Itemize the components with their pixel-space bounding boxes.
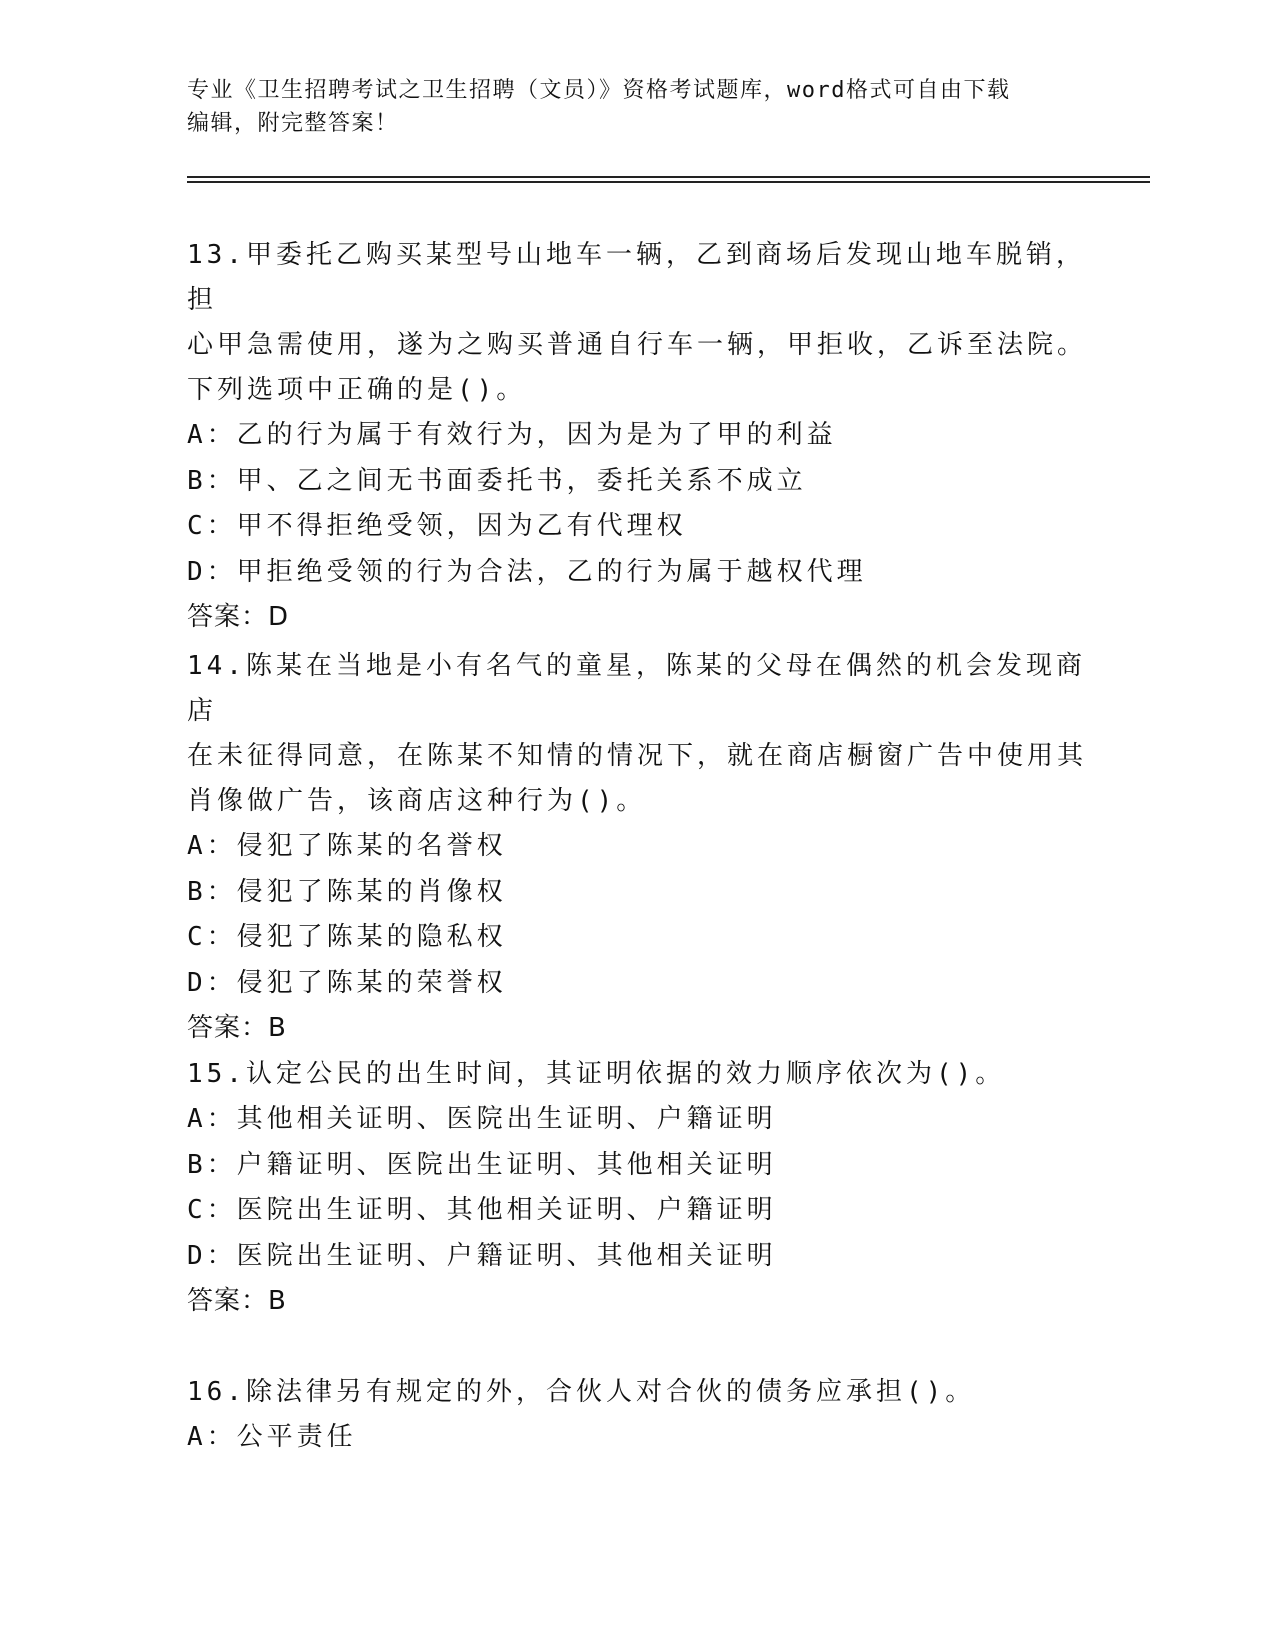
question-stem-line: 心甲急需使用，遂为之购买普通自行车一辆，甲拒收，乙诉至法院。	[187, 330, 1088, 360]
option-c: C：甲不得拒绝受领，因为乙有代理权	[187, 511, 687, 541]
header-divider-bottom	[187, 181, 1150, 183]
option-b: B：户籍证明、医院出生证明、其他相关证明	[187, 1149, 777, 1180]
option-b: B：侵犯了陈某的肖像权	[187, 876, 507, 907]
option-a: A：公平责任	[187, 1422, 357, 1452]
option-c: C：医院出生证明、其他相关证明、户籍证明	[187, 1195, 777, 1225]
header-line-1: 专业《卫生招聘考试之卫生招聘（文员）》资格考试题库，word格式可自由下载	[187, 78, 1011, 103]
question-stem-line: 14.陈某在当地是小有名气的童星，陈某的父母在偶然的机会发现商店	[187, 651, 1086, 726]
question-16	[187, 1370, 1087, 1461]
question-14	[187, 644, 1087, 1051]
option-d: D：医院出生证明、户籍证明、其他相关证明	[187, 1240, 777, 1271]
answer: 答案：B	[187, 1013, 287, 1043]
option-d: D：甲拒绝受领的行为合法，乙的行为属于越权代理	[187, 556, 867, 587]
question-15	[187, 1052, 1087, 1324]
option-a: A：其他相关证明、医院出生证明、户籍证明	[187, 1104, 777, 1134]
answer: 答案：B	[187, 1286, 287, 1316]
option-b: B：甲、乙之间无书面委托书，委托关系不成立	[187, 465, 807, 496]
option-a: A：乙的行为属于有效行为，因为是为了甲的利益	[187, 420, 837, 450]
option-c: C：侵犯了陈某的隐私权	[187, 922, 507, 952]
document-header	[187, 74, 1087, 140]
question-13	[187, 233, 1087, 640]
header-divider-top	[187, 176, 1150, 178]
question-stem-line: 下列选项中正确的是()。	[187, 375, 527, 405]
answer: 答案：D	[187, 602, 290, 632]
question-stem-line: 16.除法律另有规定的外，合伙人对合伙的债务应承担()。	[187, 1377, 976, 1407]
question-stem-line: 15.认定公民的出生时间，其证明依据的效力顺序依次为()。	[187, 1059, 1006, 1089]
question-stem-line: 在未征得同意，在陈某不知情的情况下，就在商店橱窗广告中使用其	[187, 741, 1088, 771]
option-d: D：侵犯了陈某的荣誉权	[187, 967, 507, 998]
question-stem-line: 13.甲委托乙购买某型号山地车一辆，乙到商场后发现山地车脱销，担	[187, 240, 1086, 315]
option-a: A：侵犯了陈某的名誉权	[187, 831, 507, 861]
header-line-2: 编辑，附完整答案！	[187, 111, 399, 136]
question-stem-line: 肖像做广告，该商店这种行为()。	[187, 786, 647, 816]
